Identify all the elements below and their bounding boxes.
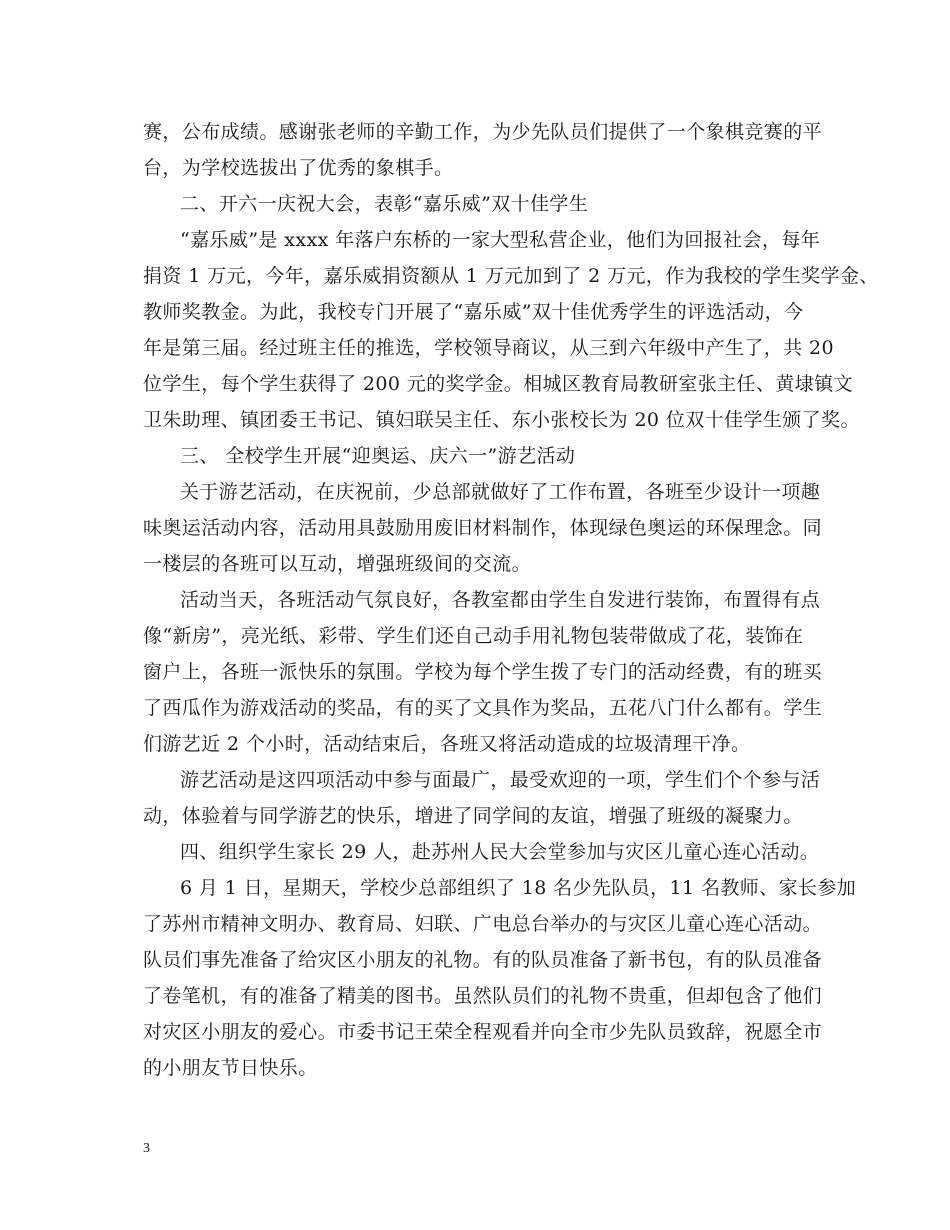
section-heading: 四、组织学生家长 29 人，赴苏州人民大会堂参加与灾区儿童心连心活动。 [180, 841, 820, 863]
section-heading: 二、开六一庆祝大会，表彰“嘉乐威”双十佳学生 [180, 193, 589, 215]
text-line: 的小朋友节日快乐。 [143, 1057, 318, 1079]
text-line: 赛，公布成绩。感谢张老师的辛勤工作，为少先队员们提供了一个象棋竞赛的平 [143, 121, 823, 143]
text-line: 位学生，每个学生获得了 200 元的奖学金。相城区教育局教研室张主任、黄埭镇文 [143, 373, 853, 395]
text-line: 味奥运活动内容，活动用具鼓励用废旧材料制作，体现绿色奥运的环保理念。同 [143, 517, 823, 539]
section-heading: 三、 全校学生开展“迎奥运、庆六一”游艺活动 [180, 445, 576, 467]
text-line: 6 月 1 日，星期天，学校少总部组织了 18 名少先队员，11 名教师、家长参加 [180, 877, 857, 899]
text-line: 捐资 1 万元，今年，嘉乐威捐资额从 1 万元加到了 2 万元，作为我校的学生奖学金、 [143, 265, 879, 287]
text-line: 活动当天，各班活动气氛良好，各教室都由学生自发进行装饰，布置得有点 [180, 589, 821, 611]
text-line: 年是第三届。经过班主任的推选，学校领导商议，从三到六年级中产生了，共 20 [143, 337, 835, 359]
text-line: 动，体验着与同学游艺的快乐，增进了同学间的友谊，增强了班级的凝聚力。 [143, 805, 803, 827]
text-line: 游艺活动是这四项活动中参与面最广，最受欢迎的一项，学生们个个参与活 [180, 769, 821, 791]
text-line: 们游艺近 2 个小时，活动结束后，各班又将活动造成的垃圾清理干净。 [143, 733, 751, 755]
text-line: 卫朱助理、镇团委王书记、镇妇联吴主任、东小张校长为 20 位双十佳学生颁了奖。 [143, 409, 860, 431]
text-line: 一楼层的各班可以互动，增强班级间的交流。 [143, 553, 532, 575]
text-line: 教师奖教金。为此，我校专门开展了“嘉乐威”双十佳优秀学生的评选活动，今 [143, 301, 804, 323]
text-line: 窗户上，各班一派快乐的氛围。学校为每个学生拨了专门的活动经费，有的班买 [143, 661, 823, 683]
text-line: 了西瓜作为游戏活动的奖品，有的买了文具作为奖品，五花八门什么都有。学生 [143, 697, 823, 719]
text-line: 了苏州市精神文明办、教育局、妇联、广电总台举办的与灾区儿童心连心活动。 [143, 913, 823, 935]
text-line: 像“新房”，亮光纸、彩带、学生们还自己动手用礼物包装带做成了花，装饰在 [143, 625, 804, 647]
text-line: 关于游艺活动，在庆祝前，少总部就做好了工作布置，各班至少设计一项趣 [180, 481, 821, 503]
page-number: 3 [143, 1141, 150, 1156]
text-line: “嘉乐威”是 xxxx 年落户东桥的一家大型私营企业，他们为回报社会，每年 [180, 229, 821, 251]
text-line: 了卷笔机，有的准备了精美的图书。虽然队员们的礼物不贵重，但却包含了他们 [143, 985, 823, 1007]
text-line: 队员们事先准备了给灾区小朋友的礼物。有的队员准备了新书包，有的队员准备 [143, 949, 823, 971]
text-line: 对灾区小朋友的爱心。市委书记王荣全程观看并向全市少先队员致辞，祝愿全市 [143, 1021, 823, 1043]
text-line: 台，为学校选拔出了优秀的象棋手。 [143, 157, 454, 179]
